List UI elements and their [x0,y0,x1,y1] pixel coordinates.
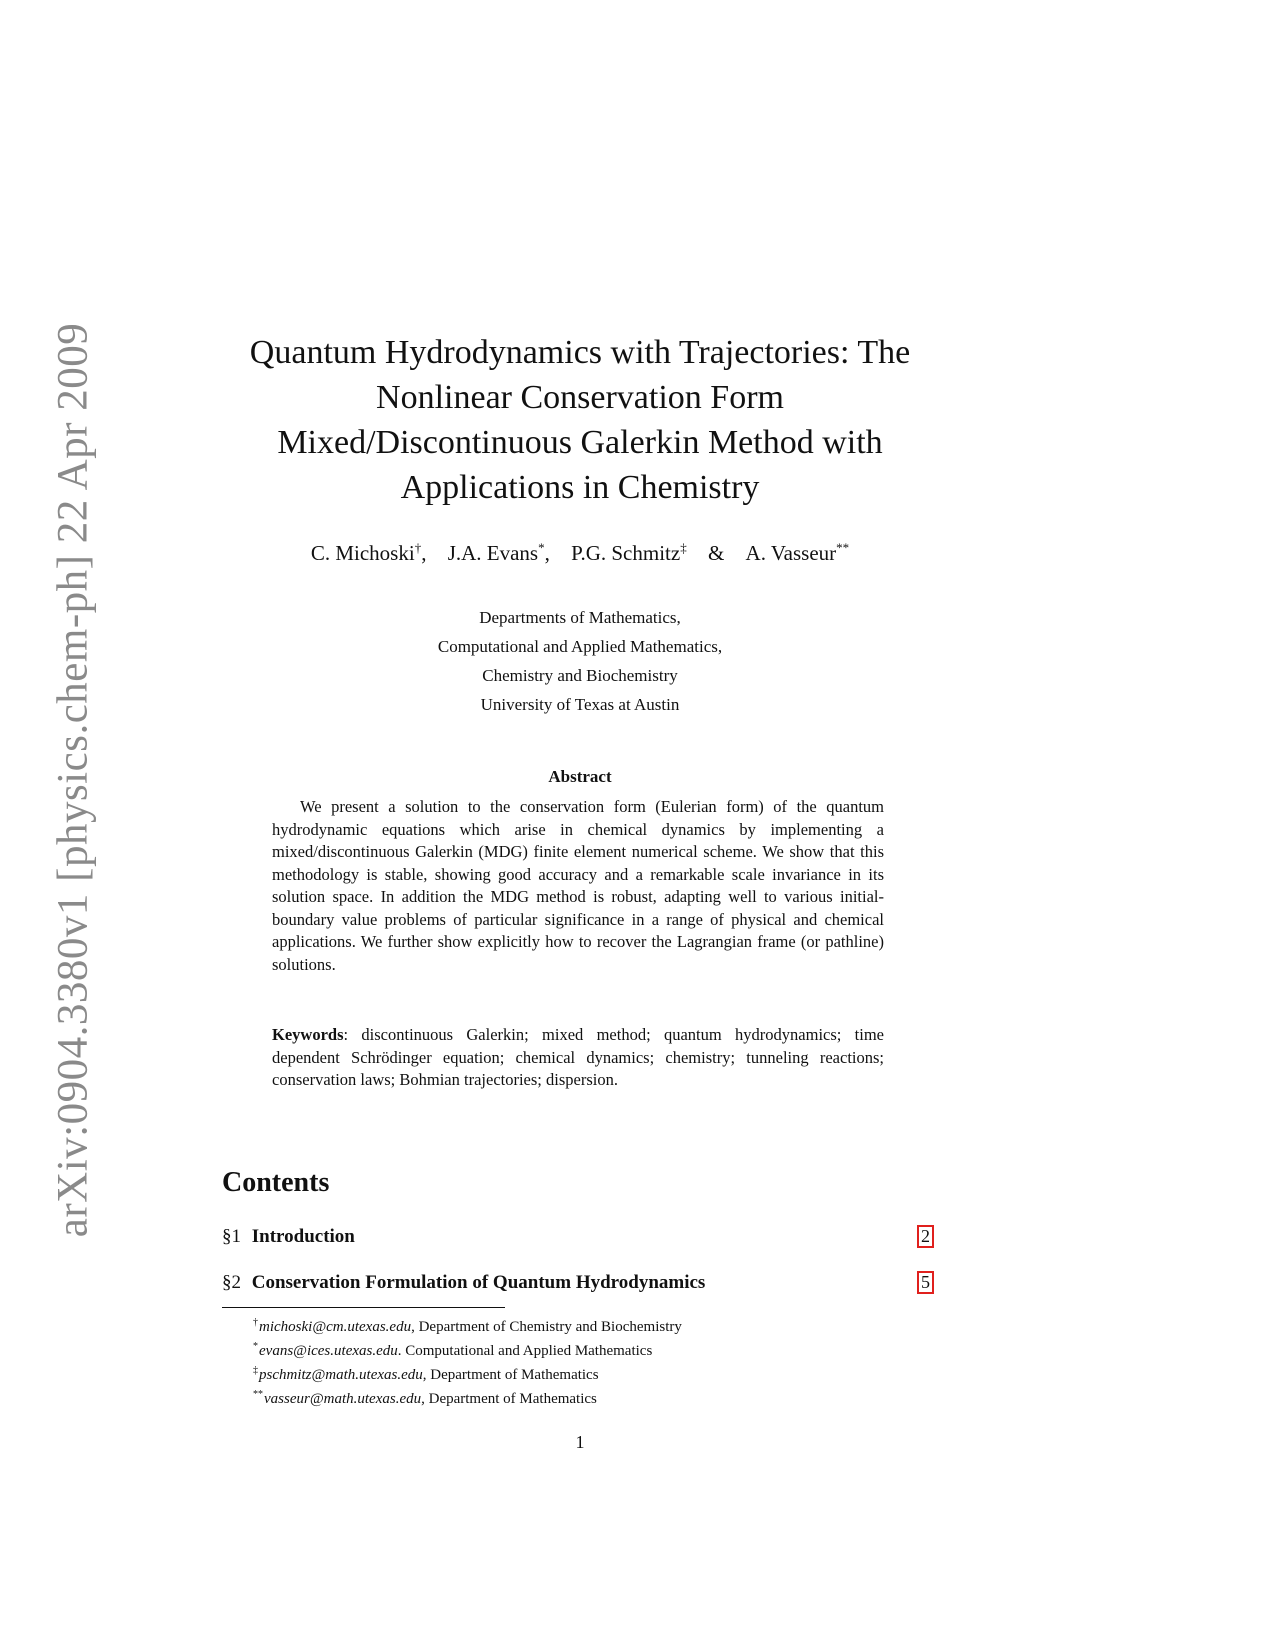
author-list [190,540,970,566]
footnote-mark: * [253,1341,258,1352]
affiliation-line: Chemistry and Biochemistry [482,666,678,685]
toc-page-link[interactable]: 2 [917,1225,934,1248]
footnote-text: , Department of Chemistry and Biochemistry [411,1319,682,1335]
footnote [253,1361,953,1385]
author [571,541,687,565]
author [311,541,427,565]
title-line: Nonlinear Conservation Form [376,379,784,416]
keywords-label: Keywords [272,1025,344,1044]
footnote-text: . Computational and Applied Mathematics [397,1343,653,1359]
keywords [272,1024,884,1092]
author-mark: † [414,540,422,555]
toc-entry-introduction[interactable] [222,1226,934,1248]
author-name: P.G. Schmitz [571,541,681,565]
footnote-email[interactable]: pschmitz@math.utexas.edu [259,1367,423,1383]
abstract-text: We present a solution to the conservation form (Eulerian form) of the quantum hydrodynamic equations which arise in chemical dynamics by implementing a mixed/discontinuous Galerkin (MDG) finite element numerical scheme. We show that this methodology is stable, showing good accuracy and a remarkable scale invariance in its solution space. In addition the MDG method is robust, adapting well to various initial-boundary value problems of particular significance in a range of physical and chemical applications. We further show explicitly how to recover the Lagrangian frame (or pathline) solutions. [272,797,884,974]
author-ampersand: & [707,541,725,565]
toc-page-link[interactable]: 5 [917,1271,934,1294]
arxiv-stamp: arXiv:0904.3380v1 [physics.chem-ph] 22 Apr 2009 [49,322,97,1238]
author-name: C. Michoski [310,541,415,565]
footnote-text: , Department of Mathematics [422,1367,599,1383]
author [746,541,850,565]
footnote-mark: ** [253,1389,263,1400]
author-name: J.A. Evans [447,541,539,565]
toc-entry-conservation[interactable] [222,1272,934,1294]
affiliation-line: Departments of Mathematics, [479,608,681,627]
toc-title[interactable]: Introduction [251,1226,355,1247]
toc-section-number: §1 [222,1226,241,1247]
author-mark: ** [836,540,850,555]
abstract-heading: Abstract [548,767,612,786]
affiliation [190,603,970,719]
title-line: Applications in Chemistry [400,469,760,506]
paper-title [190,330,970,510]
author-name: A. Vasseur [745,541,837,565]
footnote-text: , Department of Mathematics [421,1391,597,1407]
footnote-email[interactable]: michoski@cm.utexas.edu [259,1319,412,1335]
footnote-mark: ‡ [253,1365,258,1376]
footnote [253,1385,953,1409]
toc-title[interactable]: Conservation Formulation of Quantum Hydrodynamics [251,1272,706,1293]
author [448,541,550,565]
toc-section-number: §2 [222,1272,241,1293]
footnote [253,1313,953,1337]
footnotes [253,1313,953,1409]
author-separator: , [544,541,550,565]
footnote-email[interactable]: evans@ices.utexas.edu [259,1343,398,1359]
footnote-mark: † [253,1317,258,1328]
title-line: Mixed/Discontinuous Galerkin Method with [277,424,883,461]
contents-heading: Contents [222,1167,330,1198]
author-mark: ‡ [680,540,687,555]
title-line: Quantum Hydrodynamics with Trajectories: The [249,334,911,371]
keywords-text: : discontinuous Galerkin; mixed method; quantum hydrodynamics; time dependent Schrödinger equation; chemical dynamics; chemistry; tunneling reactions; conservation laws; Bohmian trajectories; dispersion. [272,1025,884,1089]
footnote-email[interactable]: vasseur@math.utexas.edu [264,1391,422,1407]
affiliation-line: University of Texas at Austin [480,695,680,714]
author-separator: , [421,541,427,565]
footnote-rule [222,1307,505,1308]
author-mark: * [538,540,545,555]
page-number: 1 [575,1432,585,1452]
footnote [253,1337,953,1361]
affiliation-line: Computational and Applied Mathematics, [437,637,723,656]
